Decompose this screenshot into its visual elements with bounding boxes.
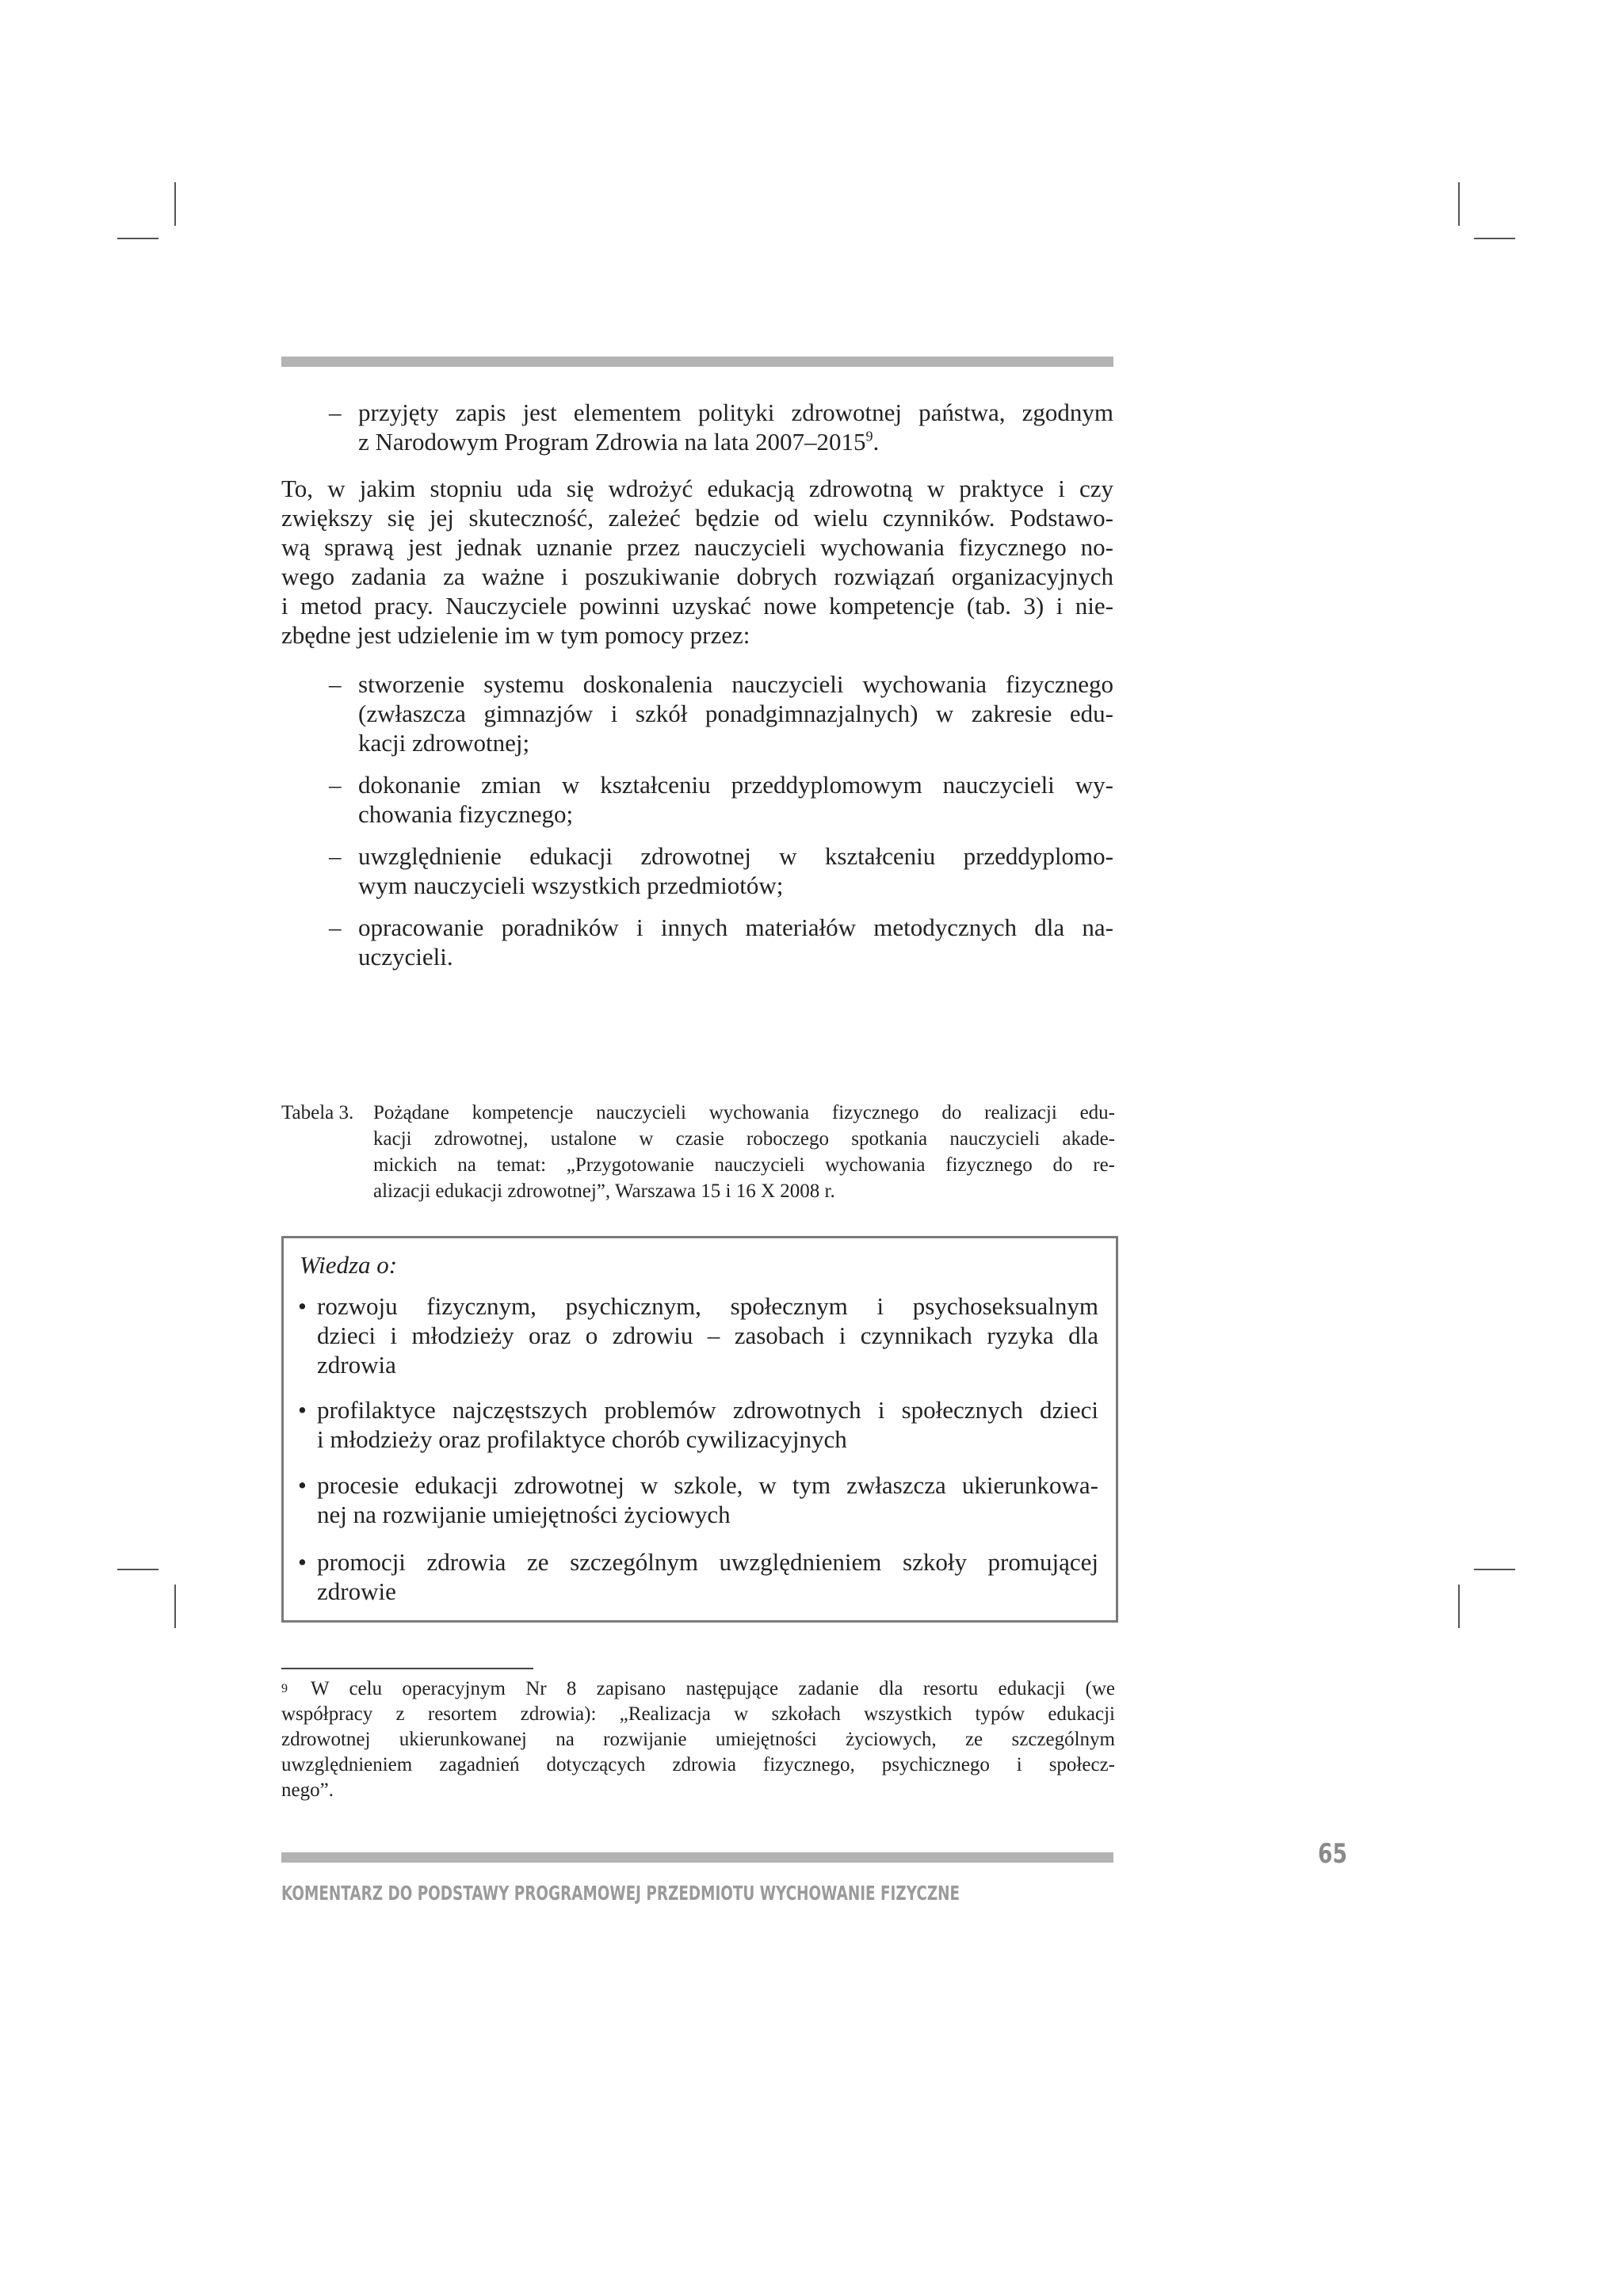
crop-mark bbox=[1458, 1585, 1460, 1628]
bullet-line: rozwoju fizycznym, psychicznym, społecznym i psychoseksualnym bbox=[317, 1292, 1098, 1320]
bullet-icon: • bbox=[298, 1292, 307, 1320]
footnote-ref: 9 bbox=[865, 428, 873, 444]
crop-mark bbox=[1474, 238, 1515, 239]
bullet-line: i młodzieży oraz profilaktyce chorób cywilizacyjnych bbox=[317, 1425, 847, 1453]
footnote-line: W celu operacyjnym Nr 8 zapisano następujące zadanie dla resortu edukacji (we bbox=[311, 1678, 1115, 1699]
crop-mark bbox=[117, 1569, 158, 1570]
table-bullet-item bbox=[298, 1291, 1098, 1383]
list-item bbox=[329, 398, 1113, 461]
bullet-line: procesie edukacji zdrowotnej w szkole, w tym zwłaszcza ukierunkowa- bbox=[317, 1471, 1098, 1499]
paragraph-line: wego zadania za ważne i poszukiwanie dobrych rozwiązań organizacyjnych bbox=[281, 563, 1113, 590]
footnote bbox=[281, 1676, 1115, 1803]
list-dash: – bbox=[329, 399, 342, 426]
list-item-line: opracowanie poradników i innych materiałów metodycznych dla na- bbox=[358, 913, 1113, 941]
paragraph-line: wą sprawą jest jednak uznanie przez nauczycieli wychowania fizycznego no- bbox=[281, 533, 1113, 561]
list-item-line: chowania fizycznego; bbox=[358, 800, 574, 828]
footnote-rule bbox=[281, 1668, 533, 1669]
paragraph-line: i metod pracy. Nauczyciele powinni uzyskać nowe kompetencje (tab. 3) i nie- bbox=[281, 592, 1113, 620]
list-item-line: dokonanie zmian w kształceniu przeddyplomowym nauczycieli wy- bbox=[358, 771, 1113, 799]
paragraph-line: zwiększy się jej skuteczność, zależeć będzie od wielu czynników. Podstawo- bbox=[281, 504, 1113, 532]
caption-line: mickich na temat: „Przygotowanie nauczycieli wychowania fizycznego do re- bbox=[373, 1154, 1115, 1176]
crop-mark bbox=[174, 182, 176, 226]
bullet-line: zdrowia bbox=[317, 1351, 396, 1379]
crop-mark bbox=[174, 1585, 176, 1628]
footnote-line: uwzględnieniem zagadnień dotyczących zdrowia fizycznego, psychicznego i społecz- bbox=[281, 1754, 1115, 1775]
list-dash: – bbox=[329, 670, 342, 698]
bullet-line: promocji zdrowia ze szczególnym uwzględnieniem szkoły promującej bbox=[317, 1548, 1098, 1576]
list-item-line: przyjęty zapis jest elementem polityki zdrowotnej państwa, zgodnym bbox=[358, 399, 1113, 426]
footnote-line: współpracy z resortem zdrowia): „Realizacja w szkołach wszystkich typów edukacji bbox=[281, 1703, 1115, 1725]
footnote-line: zdrowotnej ukierunkowanej na rozwijanie umiejętności życiowych, ze szczególnym bbox=[281, 1729, 1115, 1750]
bullet-icon: • bbox=[298, 1396, 307, 1424]
list-item bbox=[329, 669, 1113, 761]
list-item bbox=[329, 770, 1113, 833]
list-item-line: stworzenie systemu doskonalenia nauczycieli wychowania fizycznego bbox=[358, 670, 1113, 698]
list-item-line: uwzględnienie edukacji zdrowotnej w kształceniu przeddyplomo- bbox=[358, 842, 1113, 870]
footnote-line: nego”. bbox=[281, 1779, 334, 1801]
table-bullet-item bbox=[298, 1395, 1098, 1459]
bullet-line: profilaktyce najczęstszych problemów zdrowotnych i społecznych dzieci bbox=[317, 1396, 1098, 1424]
paragraph-line: To, w jakim stopniu uda się wdrożyć edukacją zdrowotną w praktyce i czy bbox=[281, 475, 1113, 502]
box-title: Wiedza o: bbox=[300, 1251, 398, 1279]
table-bullet-item bbox=[298, 1470, 1098, 1534]
list-item-line: kacji zdrowotnej; bbox=[358, 729, 530, 757]
list-item-line: z Narodowym Program Zdrowia na lata 2007–2015$^9$. bbox=[358, 428, 880, 456]
bullet-line: nej na rozwijanie umiejętności życiowych bbox=[317, 1501, 731, 1528]
list-item bbox=[329, 913, 1113, 976]
list-item-line: uczycieli. bbox=[358, 943, 453, 971]
crop-mark bbox=[1458, 182, 1460, 226]
paragraph-line: zbędne jest udzielenie im w tym pomocy przez: bbox=[281, 621, 750, 649]
caption-line: Pożądane kompetencje nauczycieli wychowania fizycznego do realizacji edu- bbox=[373, 1102, 1115, 1123]
list-dash: – bbox=[329, 913, 342, 941]
footer-rule bbox=[281, 1852, 1113, 1863]
table-caption bbox=[281, 1100, 1115, 1211]
bullet-icon: • bbox=[298, 1471, 307, 1499]
footnote-number: 9 bbox=[281, 1682, 288, 1695]
bullet-icon: • bbox=[298, 1548, 307, 1576]
caption-line: alizacji edukacji zdrowotnej”, Warszawa 15 i 16 X 2008 r. bbox=[373, 1180, 835, 1202]
running-title: KOMENTARZ DO PODSTAWY PROGRAMOWEJ PRZEDMIOTU WYCHOWANIE FIZYCZNE bbox=[281, 1882, 960, 1905]
list-item-line: (zwłaszcza gimnazjów i szkół ponadgimnazjalnych) w zakresie edu- bbox=[358, 700, 1113, 727]
bullet-line: dzieci i młodzieży oraz o zdrowiu – zasobach i czynnikach ryzyka dla bbox=[317, 1322, 1098, 1349]
bullet-line: zdrowie bbox=[317, 1577, 396, 1605]
table-label: Tabela 3. bbox=[281, 1102, 354, 1123]
body-paragraph bbox=[281, 474, 1113, 650]
header-rule bbox=[281, 357, 1113, 367]
page-number: 65 bbox=[1318, 1838, 1347, 1870]
list-dash: – bbox=[329, 771, 342, 799]
list-item bbox=[329, 841, 1113, 905]
caption-line: kacji zdrowotnej, ustalone w czasie roboczego spotkania nauczycieli akade- bbox=[373, 1128, 1115, 1150]
list-item-line: wym nauczycieli wszystkich przedmiotów; bbox=[358, 871, 784, 899]
list-dash: – bbox=[329, 842, 342, 870]
crop-mark bbox=[117, 238, 158, 239]
crop-mark bbox=[1474, 1569, 1515, 1570]
table-box bbox=[281, 1236, 1118, 1623]
table-bullet-item bbox=[298, 1547, 1098, 1611]
